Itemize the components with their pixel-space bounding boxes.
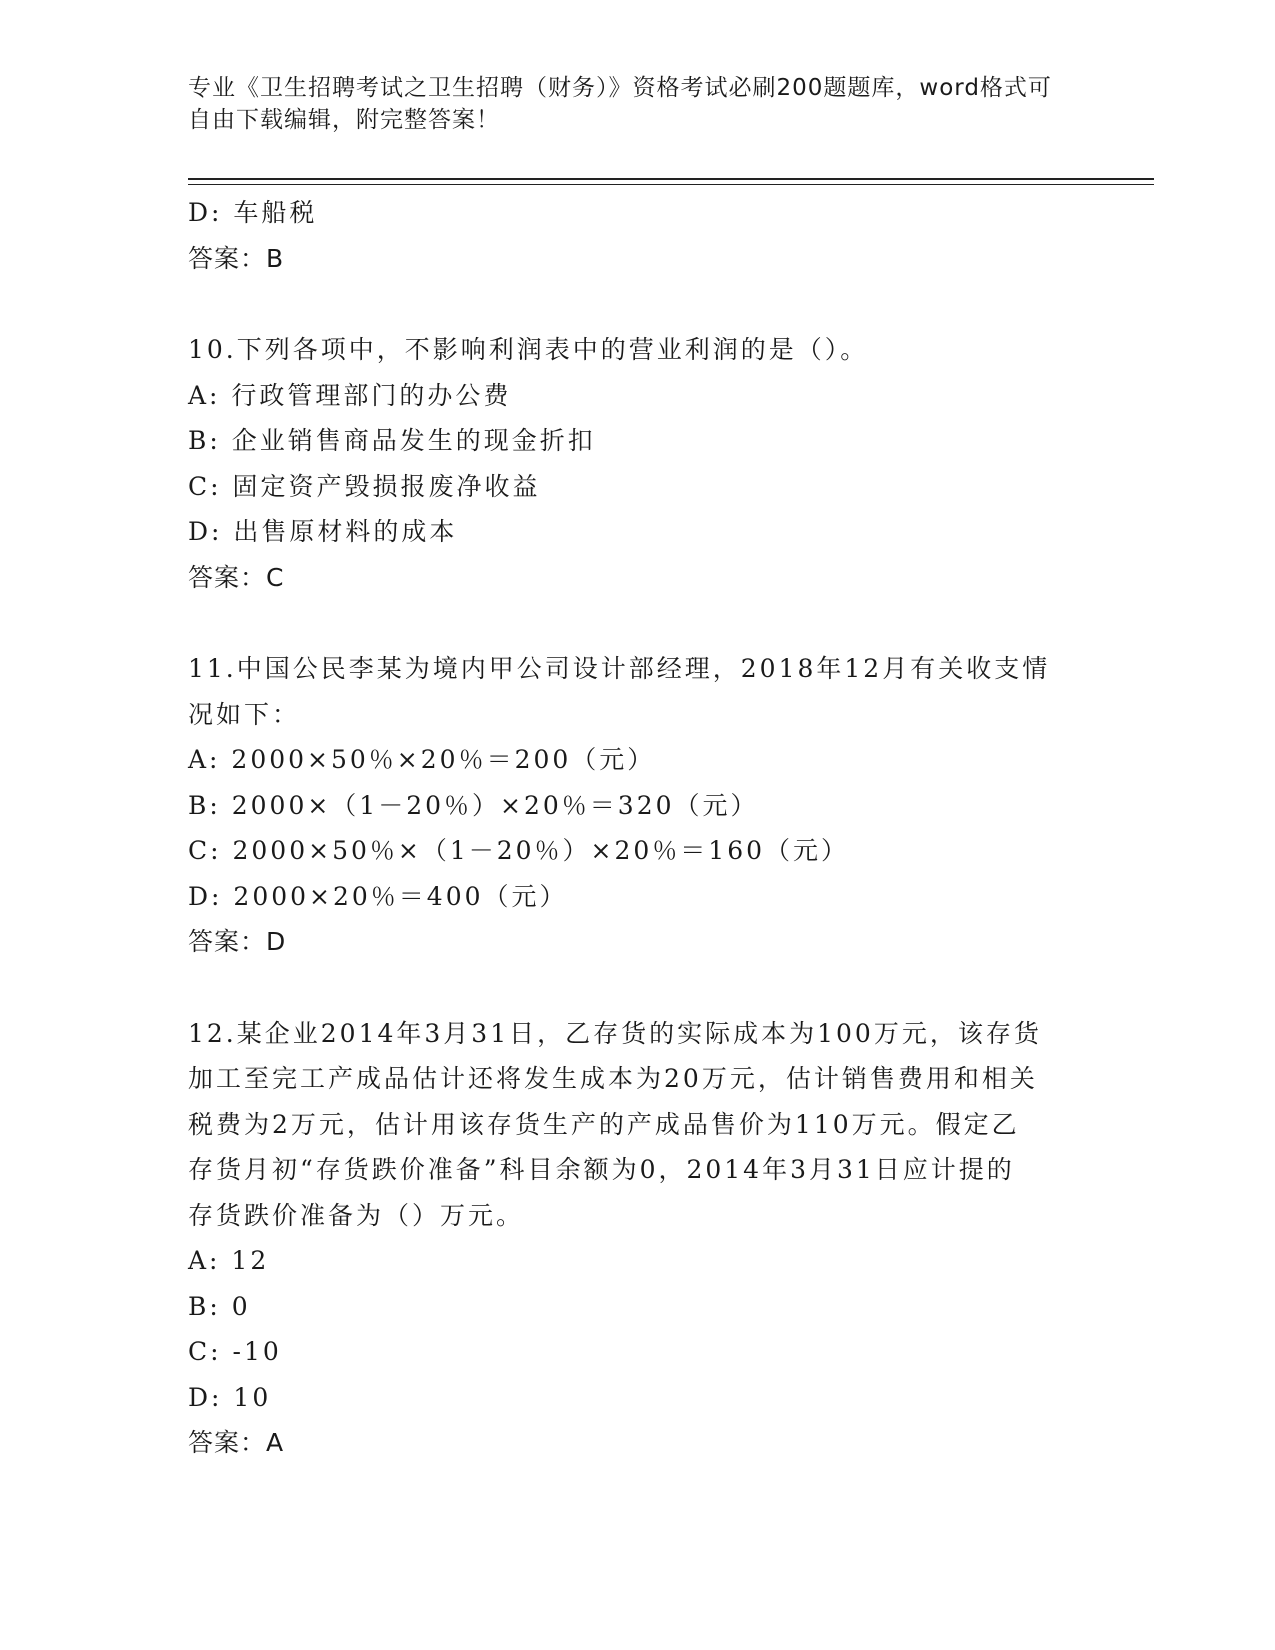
- option-a: A: 行政管理部门的办公费: [188, 380, 512, 410]
- option-d: D: 2000×20％＝400（元）: [188, 881, 568, 911]
- option-c: C: 2000×50％×（1－20％）×20％＝160（元）: [188, 836, 850, 865]
- question-stem-line-1: 11.中国公民李某为境内甲公司设计部经理，2018年12月有关收支情: [188, 654, 1051, 683]
- answer-line: 答案：A: [188, 1428, 285, 1457]
- document-body: [188, 190, 1078, 1466]
- header-divider-thin: [188, 184, 1154, 185]
- option-c: C: -10: [188, 1337, 282, 1366]
- option-b: B: 企业销售商品发生的现金折扣: [188, 426, 596, 455]
- question-stem-line-2: 加工至完工产成品估计还将发生成本为20万元，估计销售费用和相关: [188, 1064, 1038, 1093]
- question-10: [188, 327, 1078, 600]
- document-header: 专业《卫生招聘考试之卫生招聘（财务）》资格考试必刷200题题库，word格式可自由下载编辑，附完整答案！: [188, 75, 1052, 133]
- question-stem-line-3: 税费为2万元，估计用该存货生产的产成品售价为110万元。假定乙: [188, 1109, 1020, 1139]
- answer-line: 答案：C: [188, 562, 285, 592]
- header-divider-thick: [188, 178, 1154, 180]
- option-d: D: 出售原材料的成本: [188, 517, 458, 546]
- question-12: [188, 1011, 1078, 1466]
- previous-question-tail: [188, 190, 1078, 281]
- question-stem-line-2: 况如下：: [188, 699, 301, 729]
- answer-line: 答案：B: [188, 243, 285, 273]
- option-d: D: 10: [188, 1382, 272, 1412]
- option-c: C: 固定资产毁损报废净收益: [188, 471, 541, 501]
- question-stem-line-5: 存货跌价准备为（）万元。: [188, 1200, 525, 1230]
- question-stem-line-4: 存货月初“存货跌价准备”科目余额为0，2014年3月31日应计提的: [188, 1155, 1015, 1184]
- option-b: B: 0: [188, 1291, 251, 1321]
- option-a: A: 2000×50％×20％＝200（元）: [188, 745, 656, 774]
- question-stem: 10.下列各项中，不影响利润表中的营业利润的是（）。: [188, 335, 869, 364]
- answer-line: 答案：D: [188, 927, 287, 956]
- option-b: B: 2000×（1－20％）×20％＝320（元）: [188, 790, 759, 820]
- option-d: D: 车船税: [188, 198, 318, 227]
- question-stem-line-1: 12.某企业2014年3月31日，乙存货的实际成本为100万元，该存货: [188, 1018, 1042, 1048]
- question-11: [188, 646, 1078, 965]
- option-a: A: 12: [188, 1246, 270, 1275]
